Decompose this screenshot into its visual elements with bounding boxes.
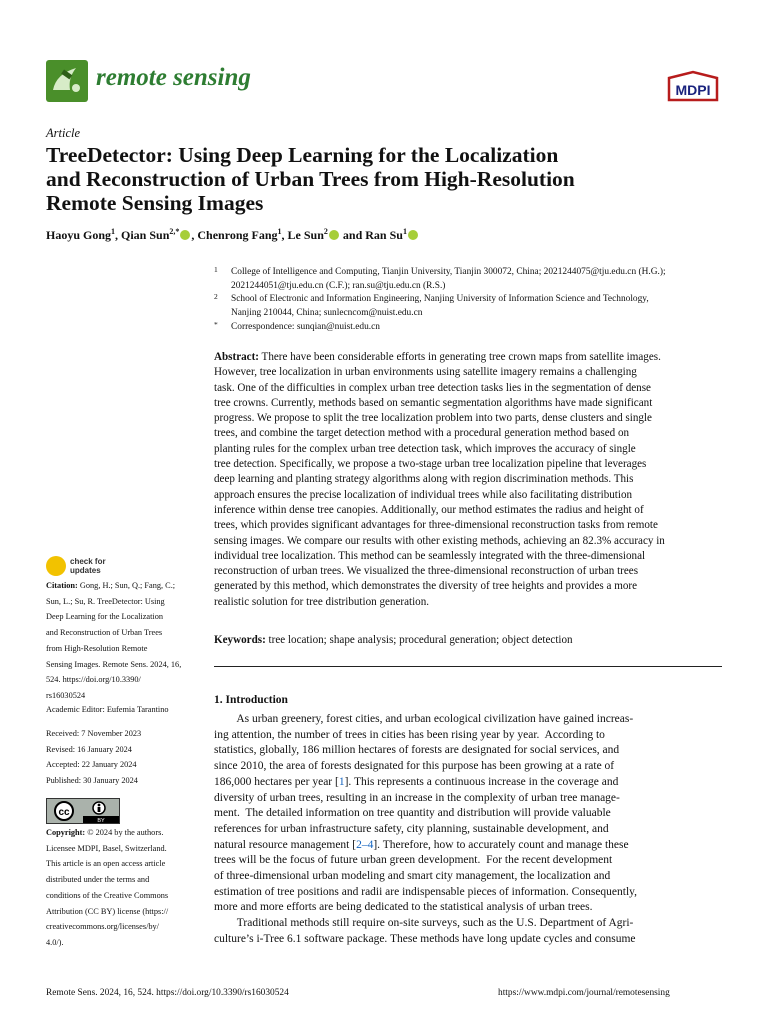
copyright-line [46, 856, 168, 872]
copyright-text: This article is an open access article [46, 859, 166, 869]
copyright-text: Attribution (CC BY) license (https:// [46, 906, 169, 916]
intro-line [214, 743, 722, 759]
abstract-text: task. One of the difficulties in complex urban tree detection tasks lies in the segmentation of dense [214, 381, 651, 394]
copyright-text: conditions of the Creative Commons [46, 890, 169, 900]
copyright-text: distributed under the terms and [46, 875, 150, 885]
revised-date: Revised: 16 January 2024 [46, 744, 132, 754]
intro-text: statistics, globally, 186 million hectares of forests are designated for social services, and [214, 744, 620, 757]
intro-text: of three-dimensional urban modeling and smart city management, the localization and [214, 870, 611, 883]
citation-line [46, 594, 181, 610]
citation-text: rs16030524 [46, 690, 86, 700]
abstract-line [214, 365, 722, 380]
intro-text: ]. This represents a continuous increase in the coverage and [344, 775, 619, 788]
copyright-block [46, 825, 168, 951]
affiliation-mark: 2 [214, 292, 218, 301]
citation-line [46, 641, 181, 657]
check-badge-line: check for [70, 557, 106, 566]
keywords-label: Keywords: [214, 634, 266, 646]
affiliation-mark: * [214, 320, 218, 329]
abstract-text: tree detection. Specifically, we propose a two-stage urban tree localization pipeline that leverages [214, 458, 647, 471]
copyright-line [46, 888, 168, 904]
abstract-line [214, 595, 722, 610]
intro-line [214, 822, 722, 838]
author-name: Chenrong Fang [197, 228, 278, 242]
citation-line [46, 625, 181, 641]
title-line: and Reconstruction of Urban Trees from High-Resolution [46, 167, 575, 191]
cc-by-license-icon[interactable] [46, 798, 120, 824]
intro-line [214, 900, 722, 916]
author-affiliation-mark: 2 [323, 227, 328, 236]
intro-line [214, 932, 722, 948]
academic-editor: Academic Editor: Eufemia Tarantino [46, 705, 169, 714]
intro-text: more and more efforts are being dedicated to the statistical analysis of urban trees. [214, 901, 593, 914]
intro-line [214, 853, 722, 869]
journal-name: remote sensing [96, 64, 251, 91]
section-divider [214, 666, 722, 667]
intro-text: ment. The detailed information on tree quantity and distribution will provide valuable [214, 807, 611, 820]
author-separator: , [191, 228, 198, 242]
svg-text:BY: BY [97, 818, 105, 824]
abstract-text: deep learning and planting strategy algorithms along with region discrimination methods. This [214, 473, 634, 486]
abstract-line [214, 396, 722, 411]
citation-text: 524. https://doi.org/10.3390/ [46, 675, 141, 685]
intro-text: references for urban infrastructure safety, city planning, sustainable development, and [214, 822, 609, 835]
orcid-icon[interactable] [329, 230, 339, 240]
footer-citation-text: Remote Sens. 2024, 16, 524. https://doi.org/10.3390/rs16030524 [46, 988, 289, 998]
check-for-updates-badge[interactable] [46, 556, 118, 578]
section-heading: 1. Introduction [214, 694, 288, 706]
intro-text: estimation of tree positions and radii are indispensable pieces of information. Consequently, [214, 885, 638, 898]
abstract-text: approach ensures the precise localization of individual trees while also facilitating distribution [214, 488, 633, 501]
mdpi-logo-text: MDPI [675, 82, 711, 98]
intro-text: ing attention, the number of trees in cities has been rising year by year. According to [214, 728, 605, 741]
intro-line [214, 759, 722, 775]
abstract-text: sensing images. We compare our results with other existing methods, achieving an 82.3% accuracy in [214, 534, 665, 547]
author-affiliation-mark: 1 [277, 227, 282, 236]
footer-journal-url[interactable]: https://www.mdpi.com/journal/remotesensing [498, 988, 670, 998]
intro-line [214, 712, 722, 728]
received-date: Received: 7 November 2023 [46, 729, 142, 738]
intro-text: ]. Therefore, how to accurately count and manage these [373, 838, 629, 851]
intro-text: diversity of urban trees, resulting in an increase in the complexity of urban tree manage- [214, 791, 620, 804]
keywords [214, 634, 573, 646]
abstract [214, 350, 722, 610]
mdpi-logo [665, 70, 721, 102]
correspondence-line: Correspondence: sunqian@nuist.edu.cn [231, 322, 380, 332]
check-badge-line: updates [70, 566, 101, 575]
abstract-line [214, 426, 722, 441]
orcid-icon[interactable] [408, 230, 418, 240]
author-name: Le Sun [287, 228, 324, 242]
journal-satellite-logo [46, 60, 88, 102]
citation-ref-link[interactable]: 2–4 [356, 838, 374, 851]
citation-line [46, 672, 181, 688]
keywords-text: tree location; shape analysis; procedural generation; object detection [265, 634, 573, 646]
published-date: Published: 30 January 2024 [46, 776, 138, 786]
author-separator: , [115, 228, 122, 242]
author-name: Qian Sun [121, 228, 170, 242]
intro-text: culture’s i-Tree 6.1 software package. These methods have long update cycles and consume [214, 932, 636, 945]
citation-line [46, 578, 181, 594]
abstract-text: reconstruction of urban trees. We visualized the three-dimensional reconstruction of urban trees [214, 565, 639, 578]
copyright-line [46, 825, 168, 841]
intro-line [214, 728, 722, 744]
abstract-text: There have been considerable efforts in generating tree crown maps from satellite images. [258, 351, 661, 363]
affiliation-line: Nanjing 210044, China; sunlecncom@nuist.edu.cn [231, 308, 423, 318]
abstract-line [214, 457, 722, 472]
copyright-label: Copyright: [46, 828, 86, 837]
intro-line [214, 806, 722, 822]
citation-text: Gong, H.; Sun, Q.; Fang, C.; [77, 581, 176, 590]
accepted-date: Accepted: 22 January 2024 [46, 760, 137, 770]
author-affiliation-mark: 1 [402, 227, 407, 236]
author-separator: , [281, 228, 288, 242]
affiliation-line: 2021244051@tju.edu.cn (C.F.); ran.su@tju.edu.cn (R.S.) [231, 281, 446, 291]
citation-line [46, 657, 181, 673]
abstract-line [214, 549, 722, 564]
author-name: Haoyu Gong [46, 228, 112, 242]
author-affiliation-mark: 2,* [169, 227, 180, 236]
citation-text: Deep Learning for the Localization [46, 612, 164, 622]
title-line: TreeDetector: Using Deep Learning for the Localization [46, 143, 559, 167]
affiliation-line: College of Intelligence and Computing, Tianjin University, Tianjin 300072, China; 2021244075@tju.edu.cn (H.G.); [231, 267, 666, 277]
abstract-text: progress. We propose to split the tree localization problem into two parts, dense clusters and single [214, 412, 652, 425]
intro-line [214, 791, 722, 807]
abstract-text: planting rules for the complex urban tree detection task, which improves the accuracy of single [214, 442, 636, 455]
abstract-text: trees, and combine the target detection method with a procedural generation method based on [214, 427, 630, 440]
citation-block [46, 578, 181, 704]
abstract-line [214, 442, 722, 457]
intro-line [214, 775, 722, 791]
citation-text: from High-Resolution Remote [46, 643, 148, 653]
abstract-text: inference within dense tree canopies. Additionally, our method estimates the radius and height of [214, 503, 644, 516]
intro-text: natural resource management [ [214, 838, 357, 851]
svg-text:cc: cc [58, 807, 70, 818]
title-line: Remote Sensing Images [46, 191, 264, 215]
paper-title [46, 143, 726, 215]
intro-text: As urban greenery, forest cities, and urban ecological civilization have gained increas- [214, 713, 634, 725]
abstract-line [214, 518, 722, 533]
copyright-line [46, 841, 168, 857]
author-affiliation-mark: 1 [111, 227, 116, 236]
citation-label: Citation: [46, 581, 78, 590]
intro-line [214, 916, 722, 932]
copyright-line [46, 919, 168, 935]
abstract-text: trees, which provides significant advantages for three-dimensional reconstruction tasks from remote [214, 519, 658, 532]
affiliation-line: School of Electronic and Information Engineering, Nanjing University of Information Science and Technology, [231, 294, 649, 304]
footer-citation [46, 988, 289, 998]
intro-line [214, 869, 722, 885]
check-for-updates-icon [46, 556, 66, 576]
intro-text: Traditional methods still require on-site surveys, such as the U.S. Department of Agri- [214, 917, 634, 930]
author-list [46, 227, 419, 243]
abstract-line [214, 579, 722, 594]
intro-text: trees will be the focus of future urban green development. For the recent development [214, 854, 613, 867]
abstract-line [214, 503, 722, 518]
copyright-line [46, 935, 168, 951]
copyright-line [46, 904, 168, 920]
intro-text: 186,000 hectares per year [ [214, 775, 339, 788]
orcid-icon[interactable] [180, 230, 190, 240]
abstract-text: However, tree localization in urban environments using satellite imagery remains a challenging [214, 366, 637, 379]
citation-line [46, 609, 181, 625]
citation-text: Sun, L.; Su, R. TreeDetector: Using [46, 596, 165, 606]
author-name: Ran Su [365, 228, 403, 242]
copyright-text: 4.0/). [46, 937, 64, 947]
intro-body [214, 712, 722, 948]
author-separator: and [339, 228, 366, 242]
copyright-line [46, 872, 168, 888]
citation-text: Sensing Images. Remote Sens. 2024, 16, [46, 659, 182, 669]
abstract-line [214, 350, 722, 365]
abstract-text: individual tree localization. This method can be seamlessly integrated with the three-dimensional [214, 549, 646, 562]
intro-line [214, 838, 722, 854]
abstract-line [214, 534, 722, 549]
abstract-label: Abstract: [214, 351, 259, 363]
abstract-text: tree crowns. Currently, methods based on semantic segmentation algorithms have made significant [214, 396, 653, 409]
abstract-line [214, 488, 722, 503]
intro-line [214, 885, 722, 901]
abstract-line [214, 564, 722, 579]
copyright-text: Licensee MDPI, Basel, Switzerland. [46, 843, 167, 853]
intro-text: since 2010, the area of forests designated for this purpose has been growing at a rate of [214, 760, 615, 773]
citation-text: and Reconstruction of Urban Trees [46, 628, 163, 638]
abstract-line [214, 472, 722, 487]
abstract-line [214, 411, 722, 426]
abstract-line [214, 381, 722, 396]
abstract-text: realistic solution for tree distribution generation. [214, 595, 430, 608]
citation-ref-link[interactable]: 1 [338, 775, 345, 788]
dates-block [46, 726, 141, 789]
copyright-text: creativecommons.org/licenses/by/ [46, 922, 159, 932]
article-type: Article [46, 126, 81, 140]
abstract-text: generated by this method, which demonstrates the diversity of tree heights and provides a more [214, 580, 637, 593]
affiliation-mark: 1 [214, 265, 218, 274]
copyright-text: © 2024 by the authors. [85, 828, 164, 837]
